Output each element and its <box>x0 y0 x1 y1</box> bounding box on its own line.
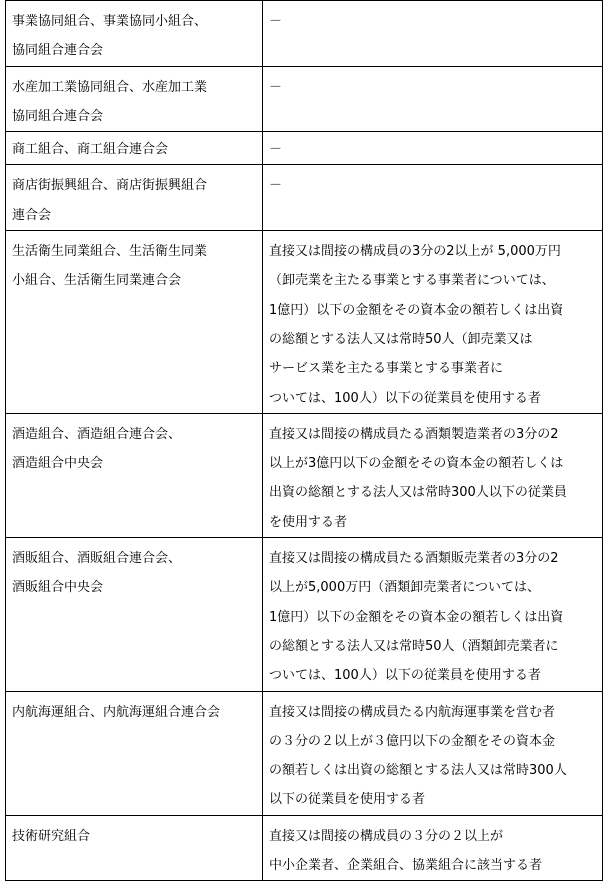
table-row <box>6 413 603 537</box>
requirement-line: 直接又は間接の構成員の3分の2以上が 5,000万円 <box>269 244 561 260</box>
requirement-cell <box>263 691 603 815</box>
organization-line: 酒販組合中央会 <box>12 580 104 596</box>
organization-line: 内航海運組合、内航海運組合連合会 <box>12 704 221 720</box>
table-row <box>6 691 603 815</box>
table-row <box>6 165 603 231</box>
requirement-cell <box>263 413 603 537</box>
organization-line: 酒造組合中央会 <box>12 456 104 472</box>
table-row <box>6 132 603 165</box>
organization-line: 商店街振興組合、商店街振興組合 <box>12 178 208 194</box>
requirement-line: の総額とする法人又は常時50人（酒類卸売業者に <box>269 638 559 654</box>
requirement-line: ついては、100人）以下の従業員を使用する者 <box>269 668 541 684</box>
table-row <box>6 1 603 67</box>
requirement-line: の額若しくは出資の総額とする法人又は常時300人 <box>269 763 567 779</box>
requirement-line: サービス業を主たる事業とする事業者に <box>269 361 504 377</box>
requirement-line: 直接又は間接の構成員たる酒類販売業者の3分の2 <box>269 551 559 567</box>
requirement-line: － <box>269 178 283 194</box>
organization-line: 小組合、生活衛生同業連合会 <box>12 273 182 289</box>
organization-line: 連合会 <box>12 207 52 223</box>
requirement-line: 直接又は間接の構成員たる酒類製造業者の3分の2 <box>269 426 559 442</box>
requirement-line: の総額とする法人又は常時50人（卸売業又は <box>269 331 533 347</box>
organization-cell <box>6 132 263 165</box>
requirement-line: 1億円）以下の金額をその資本金の額若しくは出資 <box>269 302 564 318</box>
cooperative-table <box>5 0 603 881</box>
requirement-line: 以上が3億円以下の金額をその資本金の額若しくは <box>269 456 564 472</box>
organization-cell <box>6 691 263 815</box>
requirement-cell <box>263 66 603 132</box>
organization-line: 酒販組合、酒販組合連合会、 <box>12 551 182 567</box>
table-row <box>6 66 603 132</box>
organization-cell <box>6 413 263 537</box>
requirement-cell <box>263 165 603 231</box>
table-row <box>6 538 603 691</box>
requirement-line: 以上が5,000万円（酒類卸売業者については、 <box>269 580 540 596</box>
organization-cell <box>6 1 263 67</box>
requirement-line: ついては、100人）以下の従業員を使用する者 <box>269 390 541 406</box>
requirement-cell <box>263 815 603 881</box>
organization-cell <box>6 165 263 231</box>
organization-line: 商工組合、商工組合連合会 <box>12 142 169 158</box>
requirement-line: の３分の２以上が３億円以下の金額をその資本金 <box>269 733 556 749</box>
organization-cell <box>6 538 263 691</box>
organization-line: 水産加工業協同組合、水産加工業 <box>12 79 208 95</box>
requirement-line: 中小企業者、企業組合、協業組合に該当する者 <box>269 858 543 874</box>
requirement-line: － <box>269 142 283 158</box>
requirement-line: （卸売業を主たる事業とする事業者については、 <box>269 273 555 289</box>
requirement-line: 直接又は間接の構成員たる内航海運事業を営む者 <box>269 704 556 720</box>
organization-line: 生活衛生同業組合、生活衛生同業 <box>12 244 208 260</box>
requirement-cell <box>263 1 603 67</box>
requirement-line: 以下の従業員を使用する者 <box>269 792 426 808</box>
organization-cell <box>6 231 263 414</box>
organization-line: 酒造組合、酒造組合連合会、 <box>12 426 182 442</box>
requirement-line: 直接又は間接の構成員の３分の２以上が <box>269 828 504 844</box>
table-row <box>6 815 603 881</box>
requirement-line: を使用する者 <box>269 514 348 530</box>
requirement-line: 1億円）以下の金額をその資本金の額若しくは出資 <box>269 609 564 625</box>
requirement-cell <box>263 132 603 165</box>
organization-cell <box>6 66 263 132</box>
organization-line: 協同組合連合会 <box>12 108 104 124</box>
requirement-line: － <box>269 79 283 95</box>
requirement-cell <box>263 538 603 691</box>
organization-cell <box>6 815 263 881</box>
organization-line: 技術研究組合 <box>12 828 91 844</box>
requirement-cell <box>263 231 603 414</box>
table-row <box>6 231 603 414</box>
requirement-line: 出資の総額とする法人又は常時300人以下の従業員 <box>269 485 567 501</box>
organization-line: 事業協同組合、事業協同小組合、 <box>12 14 208 29</box>
requirement-line: － <box>269 14 283 29</box>
organization-line: 協同組合連合会 <box>12 43 104 59</box>
